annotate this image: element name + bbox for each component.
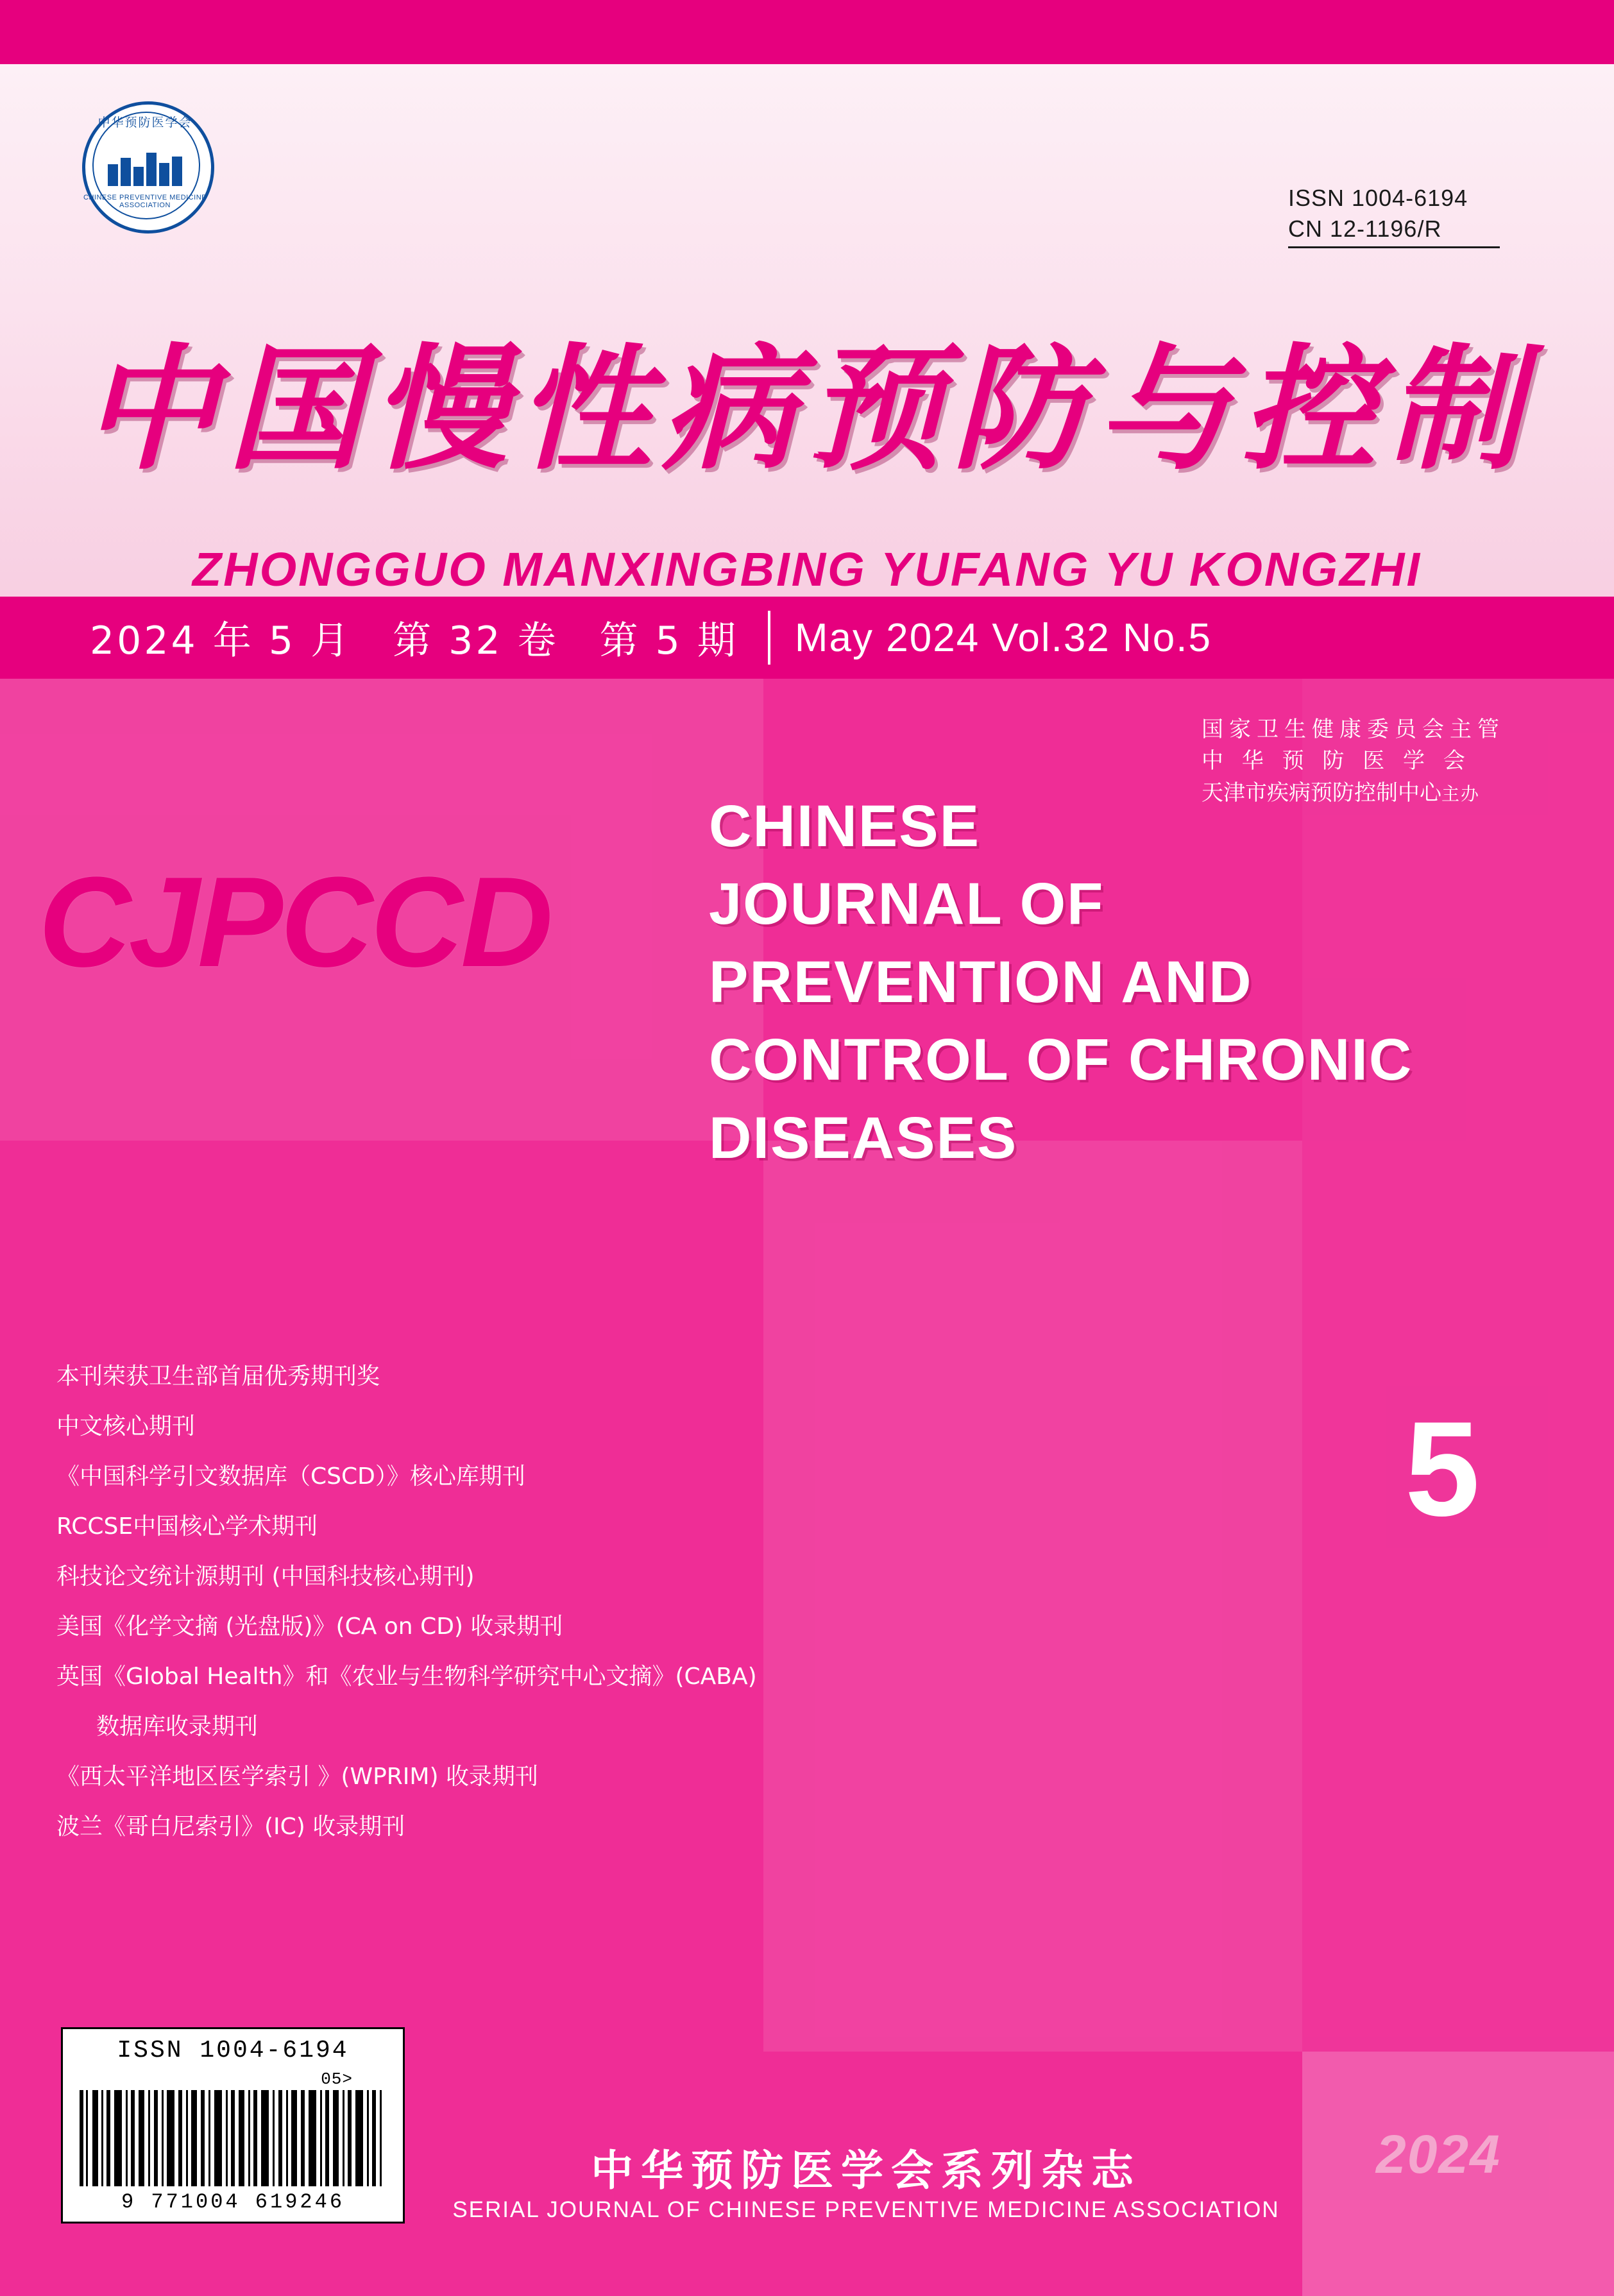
cjpccd-watermark: CJPCCD xyxy=(38,851,551,994)
barcode-addon: 05> xyxy=(321,2070,353,2089)
sponsor-line-2: 中 华 预 防 医 学 会 xyxy=(1202,748,1471,774)
barcode-bars xyxy=(80,2090,386,2186)
cn-number: CN 12-1196/R xyxy=(1288,215,1442,242)
masthead-area xyxy=(0,64,1614,597)
issue-date-bar xyxy=(0,597,1614,679)
sponsor-suffix: 主办 xyxy=(1441,783,1481,804)
list-item: 本刊荣获卫生部首届优秀期刊奖 xyxy=(56,1363,380,1390)
footer-association-english: SERIAL JOURNAL OF CHINESE PREVENTIVE MEDICINE ASSOCIATION xyxy=(452,2197,1280,2222)
list-item: 《中国科学引文数据库（CSCD）》核心库期刊 xyxy=(56,1463,525,1490)
logo-chinese-text: 中华预防医学会 xyxy=(98,115,192,130)
sponsor-line-3-text: 天津市疾病预防控制中心 xyxy=(1202,779,1441,806)
issue-date-english: May 2024 Vol.32 No.5 xyxy=(794,615,1212,660)
list-item: 《西太平洋地区医学索引 》(WPRIM) 收录期刊 xyxy=(56,1764,538,1790)
issn-underline xyxy=(1288,246,1500,248)
list-item: 美国《化学文摘 (光盘版)》(CA on CD) 收录期刊 xyxy=(56,1613,563,1640)
list-item: 数据库收录期刊 xyxy=(96,1713,259,1740)
footer-association-chinese: 中华预防医学会系列杂志 xyxy=(591,2146,1141,2195)
english-title-line-4: CONTROL OF CHRONIC xyxy=(709,1027,1413,1093)
logo-english-text: CHINESE PREVENTIVE MEDICINE ASSOCIATION xyxy=(83,194,207,209)
english-title-line-5: DISEASES xyxy=(709,1105,1018,1171)
issue-year: 2024 xyxy=(1376,2124,1501,2184)
english-title-line-1: CHINESE xyxy=(709,794,980,859)
issue-number-large: 5 xyxy=(1405,1393,1480,1544)
barcode-issn-label: ISSN 1004-6194 xyxy=(117,2037,349,2064)
list-item: 英国《Global Health》和《农业与生物科学研究中心文摘》(CABA) xyxy=(56,1663,757,1690)
cpma-logo xyxy=(71,96,257,231)
pinyin-title: ZHONGGUO MANXINGBING YUFANG YU KONGZHI xyxy=(192,543,1422,596)
barcode-digits: 9 771004 619246 xyxy=(121,2190,345,2214)
list-item: 波兰《哥白尼索引》(IC) 收录期刊 xyxy=(56,1814,405,1840)
issn-header xyxy=(1288,183,1500,248)
barcode-block xyxy=(61,2027,405,2224)
great-wall-icon xyxy=(108,146,183,186)
english-title-line-2: JOURNAL OF xyxy=(709,871,1105,937)
english-title-line-3: PREVENTION AND xyxy=(709,949,1253,1015)
english-journal-title xyxy=(709,788,1562,1177)
list-item: 中文核心期刊 xyxy=(56,1413,196,1440)
list-item: RCCSE中国核心学术期刊 xyxy=(56,1513,318,1540)
list-item: 科技论文统计源期刊 (中国科技核心期刊) xyxy=(56,1563,475,1590)
top-color-band xyxy=(0,0,1614,64)
issn-number: ISSN 1004-6194 xyxy=(1288,185,1468,211)
sponsor-line-1: 国家卫生健康委员会主管 xyxy=(1202,717,1505,742)
date-divider xyxy=(768,611,770,665)
issue-date-chinese: 2024 年 5 月 第 32 卷 第 5 期 xyxy=(90,618,738,663)
indexing-awards-list xyxy=(56,1365,1057,1866)
chinese-journal-title: 中国慢性病预防与控制 xyxy=(81,331,1532,488)
